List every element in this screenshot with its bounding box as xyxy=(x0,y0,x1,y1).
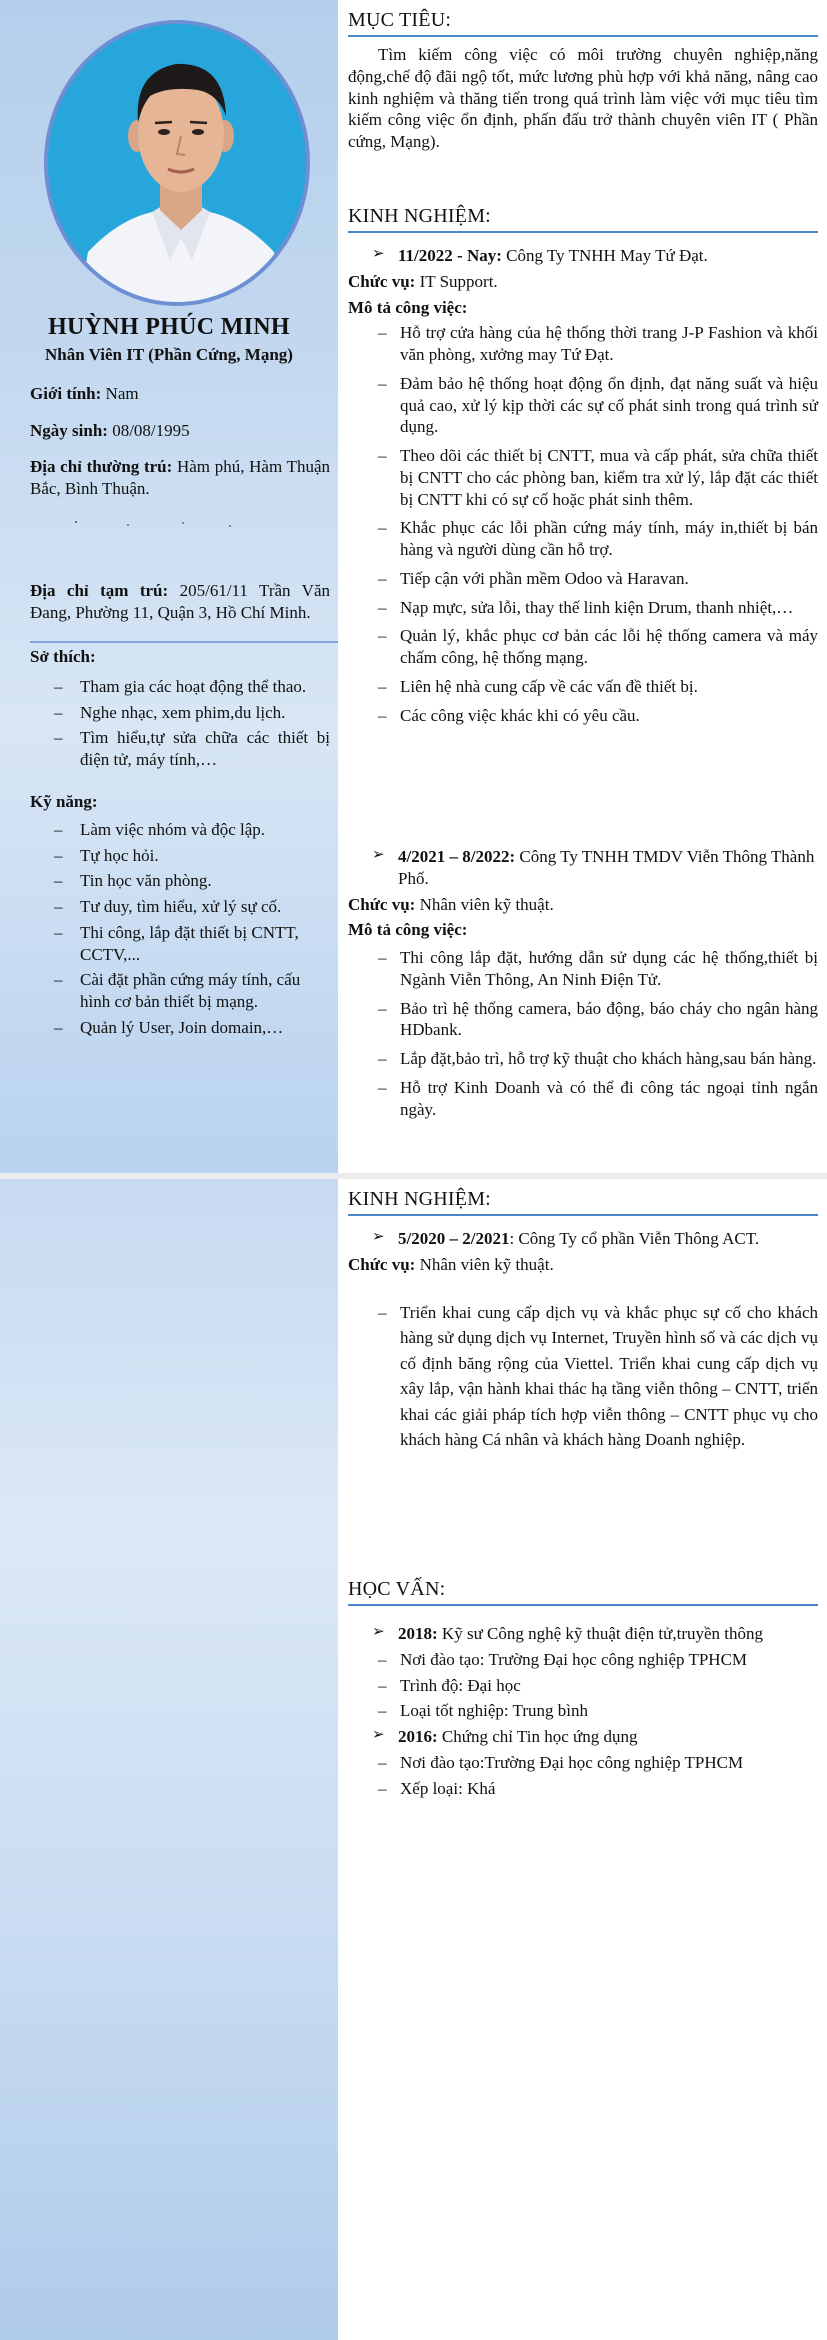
temporary-address-field xyxy=(30,580,330,624)
skills-label: Kỹ năng: xyxy=(30,792,98,811)
job-1-desc-label: Mô tả công việc: xyxy=(348,297,468,317)
list-item: – Quản lý User, Join domain,… xyxy=(30,1017,330,1039)
list-item: – Làm việc nhóm và độc lập. xyxy=(30,819,330,841)
list-item: – Tư duy, tìm hiểu, xử lý sự cố. xyxy=(30,896,330,918)
gender-value: Nam xyxy=(105,384,139,403)
list-item: – Loại tốt nghiệp: Trung bình xyxy=(348,1700,818,1722)
skills-section xyxy=(30,791,330,1043)
list-item: – Lắp đặt,bảo trì, hỗ trợ kỹ thuật cho khách hàng,sau bán hàng. xyxy=(348,1048,818,1070)
list-item: – Các công việc khác khi có yêu cầu. xyxy=(348,705,818,727)
list-item: – Tham gia các hoạt động thể thao. xyxy=(30,676,330,698)
list-item: – Thi công, lắp đặt thiết bị CNTT, CCTV,... xyxy=(30,922,330,966)
temporary-address-value: 205/61/11 Trần Văn Đang, Phường 11, Quận 3, Hồ Chí Minh. xyxy=(30,581,330,622)
list-item: – Đảm bảo hệ thống hoạt động ổn định, đạt năng suất và hiệu quả cao, xử lý kịp thời các sự cố phát sinh trong quá trình sử dụng. xyxy=(348,373,818,438)
list-item: – Nạp mực, sửa lỗi, thay thế linh kiện Drum, thanh nhiệt,… xyxy=(348,597,818,619)
gender-field xyxy=(30,383,330,405)
job-1-header xyxy=(348,245,818,267)
dob-value: 08/08/1995 xyxy=(112,421,190,440)
arrow-bullet-icon: ➢ xyxy=(372,1727,385,1743)
job-2-header xyxy=(348,846,818,890)
education-title: HỌC VẤN: xyxy=(348,1577,818,1606)
decorative-dots xyxy=(70,518,240,530)
list-item: – Liên hệ nhà cung cấp về các vấn đề thiết bị. xyxy=(348,676,818,698)
job-1-period: 11/2022 - Nay: xyxy=(398,246,502,265)
role-label: Chức vụ: xyxy=(348,894,416,914)
hobbies-list xyxy=(30,676,330,771)
arrow-bullet-icon: ➢ xyxy=(372,847,385,863)
education-2-details xyxy=(348,1752,818,1800)
hobbies-section xyxy=(30,646,330,775)
sidebar xyxy=(0,1179,338,2340)
job-3-role-value: Nhân viên kỹ thuật. xyxy=(419,1254,554,1274)
job-1-role-value: IT Support. xyxy=(419,271,498,291)
permanent-address-value: Hàm phú, Hàm Thuận Bắc, Bình Thuận. xyxy=(30,457,331,498)
job-2-tasks xyxy=(348,947,818,1120)
job-1 xyxy=(348,245,818,733)
dob-field xyxy=(30,420,330,442)
candidate-position: Nhân Viên IT (Phần Cứng, Mạng) xyxy=(45,345,293,364)
education-list xyxy=(348,1623,818,1803)
list-item: – Cài đặt phần cứng máy tính, cấu hình cơ bản thiết bị mạng. xyxy=(30,969,330,1013)
sidebar xyxy=(0,0,338,1173)
dob-label: Ngày sinh: xyxy=(30,421,108,440)
cv-page-2 xyxy=(0,1179,827,2340)
education-2-year: 2016: xyxy=(398,1727,438,1746)
list-item: – Hỗ trợ cửa hàng của hệ thống thời trang J-P Fashion và khối văn phòng, xưởng may Tứ Đạt. xyxy=(348,322,818,366)
main-column xyxy=(338,1179,827,2340)
list-item: – Tiếp cận với phần mềm Odoo và Haravan. xyxy=(348,568,818,590)
list-item: – Nơi đào tạo: Trường Đại học công nghiệp TPHCM xyxy=(348,1649,818,1671)
arrow-bullet-icon: ➢ xyxy=(372,1229,385,1245)
education-1-degree: Kỹ sư Công nghệ kỹ thuật điện tử,truyền thông xyxy=(441,1624,764,1643)
education-2-degree: Chứng chỉ Tin học ứng dụng xyxy=(441,1727,638,1746)
list-item: – Quản lý, khắc phục cơ bản các lỗi hệ thống camera và máy chấm công, hệ thống mạng. xyxy=(348,625,818,669)
permanent-address-field xyxy=(30,456,330,500)
job-1-company: Công Ty TNHH May Tứ Đạt. xyxy=(506,246,708,265)
objective-title: MỤC TIÊU: xyxy=(348,8,818,37)
list-item: – Xếp loại: Khá xyxy=(348,1778,818,1800)
main-column xyxy=(338,0,827,1173)
list-item: – Nơi đào tạo:Trường Đại học công nghiệp TPHCM xyxy=(348,1752,818,1774)
education-entry-1 xyxy=(348,1623,818,1645)
education-1-details xyxy=(348,1649,818,1722)
objective-text: Tìm kiếm công việc có môi trường chuyên nghiệp,năng động,chế độ đãi ngộ tốt, mức lương phù hợp với khả năng, nâng cao kinh nghiệm và thăng tiến trong quá trình làm việc với mục tiêu tìm kiếm công việc ổn định, phấn đấu trở thành chuyên viên IT ( Phần cứng, Mạng). xyxy=(348,45,818,151)
permanent-address-label: Địa chỉ thường trú: xyxy=(30,457,173,476)
list-item: – Tìm hiểu,tự sửa chữa các thiết bị điện tử, máy tính,… xyxy=(30,727,330,771)
list-item: – Tin học văn phòng. xyxy=(30,870,330,892)
list-item: – Triển khai cung cấp dịch vụ và khắc phục sự cố cho khách hàng sử dụng dịch vụ Internet, Truyền hình số và các dịch vụ cố định băng rộng của Viettel. Triển khai cung cấp dịch vụ xây lắp, vận hành khai thác hạ tầng viễn thông – CNTT, triển khai các giải pháp tích hợp viễn thông – CNTT phục vụ cho khách hàng Cá nhân và khách hàng Doanh nghiệp. xyxy=(348,1300,818,1453)
hobbies-label: Sở thích: xyxy=(30,647,96,666)
job-2-role xyxy=(348,894,818,916)
education-1-year: 2018: xyxy=(398,1624,438,1643)
candidate-name: HUỲNH PHÚC MINH xyxy=(48,314,290,340)
arrow-bullet-icon: ➢ xyxy=(372,1624,385,1640)
profile-photo xyxy=(48,24,310,306)
sidebar-divider xyxy=(30,641,338,643)
job-1-tasks xyxy=(348,322,818,726)
job-3-tasks xyxy=(348,1300,818,1453)
job-1-role xyxy=(348,271,818,293)
gender-label: Giới tính: xyxy=(30,384,102,403)
list-item: – Khắc phục các lỗi phần cứng máy tính, máy in,thiết bị bán hàng và người dùng cần hỗ trợ. xyxy=(348,517,818,561)
temporary-address-label: Địa chỉ tạm trú: xyxy=(30,581,169,600)
list-item: – Hỗ trợ Kinh Doanh và có thể đi công tác ngoại tỉnh ngắn ngày. xyxy=(348,1077,818,1121)
list-item: – Tự học hỏi. xyxy=(30,845,330,867)
skills-list xyxy=(30,819,330,1039)
job-3-role xyxy=(348,1254,818,1276)
job-2-role-value: Nhân viên kỹ thuật. xyxy=(419,894,554,914)
job-3-period: 5/2020 – 2/2021 xyxy=(398,1229,510,1248)
avatar xyxy=(44,20,310,306)
job-2-period: 4/2021 – 8/2022: xyxy=(398,847,516,866)
education-entry-2 xyxy=(348,1726,818,1748)
arrow-bullet-icon: ➢ xyxy=(372,246,385,262)
job-2 xyxy=(348,846,818,1127)
list-item: – Theo dõi các thiết bị CNTT, mua và cấp phát, sửa chữa thiết bị CNTT cho các phòng ban, kiểm tra xử lý, lắp đặt các thiết bị CNTT khi có sự cố hoặc phát sinh thêm. xyxy=(348,445,818,510)
role-label: Chức vụ: xyxy=(348,1254,416,1274)
experience-title-continued: KINH NGHIỆM: xyxy=(348,1187,818,1216)
role-label: Chức vụ: xyxy=(348,271,416,291)
list-item: – Thi công lắp đặt, hướng dẫn sử dụng các hệ thống,thiết bị Ngành Viễn Thông, An Ninh Điện Tử. xyxy=(348,947,818,991)
job-3-header xyxy=(348,1228,818,1250)
list-item: – Trình độ: Đại học xyxy=(348,1675,818,1697)
list-item: – Bảo trì hệ thống camera, báo động, báo cháy cho ngân hàng HDbank. xyxy=(348,998,818,1042)
job-2-company: Công Ty TNHH TMDV Viễn Thông Thành Phố. xyxy=(398,847,815,888)
experience-title: KINH NGHIỆM: xyxy=(348,204,818,233)
job-2-desc-label: Mô tả công việc: xyxy=(348,920,468,940)
job-3 xyxy=(348,1228,818,1460)
list-item: – Nghe nhạc, xem phim,du lịch. xyxy=(30,702,330,724)
job-3-company: : Công Ty cổ phần Viễn Thông ACT. xyxy=(509,1229,760,1248)
